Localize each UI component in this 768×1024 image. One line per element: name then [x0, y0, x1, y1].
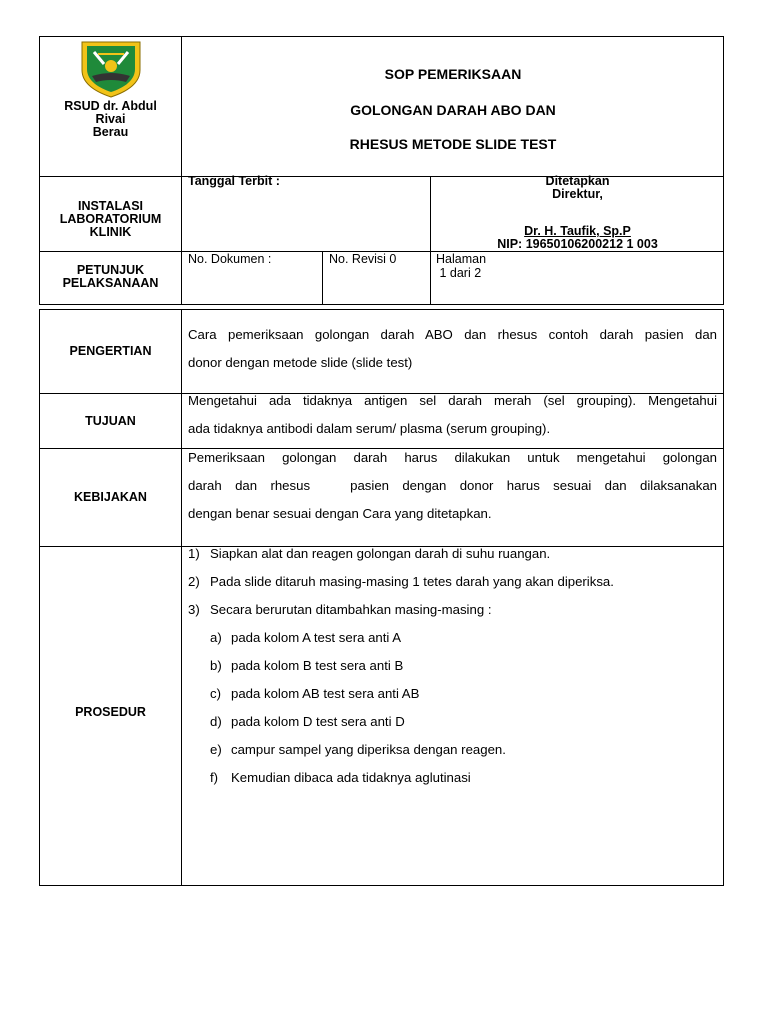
hospital-name-line-1: RSUD dr. Abdul — [64, 99, 157, 113]
step-text: Siapkan alat dan reagen golongan darah di suhu ruangan. — [210, 546, 551, 561]
director-name: Dr. H. Taufik, Sp.P — [524, 224, 631, 238]
substep-text: pada kolom A test sera anti A — [231, 630, 402, 645]
director-nip: NIP: 19650106200212 1 003 — [497, 237, 658, 251]
substep-text: campur sampel yang diperiksa dengan reagen. — [231, 742, 506, 757]
unit-label — [40, 200, 181, 239]
substep-text: pada kolom B test sera anti B — [231, 658, 404, 673]
unit-label-line-3: KLINIK — [89, 225, 132, 239]
section-text-kebijakan — [188, 444, 717, 528]
step-text: Pada slide ditaruh masing-masing 1 tetes darah yang akan diperiksa. — [210, 574, 614, 589]
hospital-name-line-3: Berau — [92, 125, 129, 139]
section-label-prosedur: PROSEDUR — [75, 704, 146, 719]
substep-letter: c) — [210, 686, 221, 701]
hospital-name-line-2: Rivai — [95, 112, 126, 126]
guide-label — [40, 264, 181, 290]
pengertian-line-1: Cara pemeriksaan golongan darah ABO dan rhesus contoh darah pasien dan — [188, 327, 717, 342]
unit-label-line-2: LABORATORIUM — [59, 212, 162, 226]
issue-date-label: Tanggal Terbit : — [188, 174, 280, 188]
page-value: 1 dari 2 — [436, 266, 482, 280]
substep-letter: d) — [210, 714, 222, 729]
title-line-1: SOP PEMERIKSAAN — [384, 66, 522, 82]
unit-label-line-1: INSTALASI — [77, 199, 144, 213]
substep-letter: f) — [210, 770, 219, 785]
pengertian-line-2: donor dengan metode slide (slide test) — [188, 355, 413, 370]
step-number: 3) — [188, 602, 200, 617]
substep-letter: e) — [210, 742, 222, 757]
kebijakan-line-1: Pemeriksaan golongan darah harus dilakukan untuk mengetahui golongan — [188, 450, 717, 465]
page-label: Halaman — [436, 252, 487, 266]
content-divider-vertical — [181, 309, 182, 886]
substep-letter: b) — [210, 658, 222, 673]
document-title — [182, 66, 724, 152]
substep-text: pada kolom AB test sera anti AB — [231, 686, 420, 701]
step-number: 1) — [188, 546, 200, 561]
coat-of-arms-emblem-icon — [76, 40, 146, 98]
substep-text: Kemudian dibaca ada tidaknya aglutinasi — [231, 770, 471, 785]
section-text-pengertian — [188, 321, 717, 377]
section-text-tujuan — [188, 387, 717, 443]
doc-number-label: No. Dokumen : — [188, 252, 272, 266]
header-divider-revision — [322, 251, 323, 305]
prosedur-steps — [188, 546, 718, 846]
section-label-pengertian: PENGERTIAN — [69, 344, 152, 358]
revision-label: No. Revisi 0 — [329, 252, 397, 266]
step-text: Secara berurutan ditambahkan masing-masing : — [210, 602, 492, 617]
guide-label-line-1: PETUNJUK — [76, 263, 145, 277]
title-line-3: RHESUS METODE SLIDE TEST — [349, 136, 557, 152]
kebijakan-line-3: dengan benar sesuai dengan Cara yang ditetapkan. — [188, 506, 492, 521]
section-label-tujuan: TUJUAN — [85, 413, 136, 428]
kebijakan-line-2: darah dan rhesus pasien dengan donor harus sesuai dan dilaksanakan — [188, 478, 717, 493]
approval-block — [431, 175, 724, 201]
substep-letter: a) — [210, 630, 222, 645]
page-info — [436, 252, 486, 280]
guide-label-line-2: PELAKSANAAN — [62, 276, 159, 290]
hospital-name — [40, 100, 181, 139]
substep-text: pada kolom D test sera anti D — [231, 714, 405, 729]
hospital-logo — [76, 40, 146, 98]
approval-line-2: Direktur, — [552, 187, 603, 201]
tujuan-line-1: Mengetahui ada tidaknya antigen sel darah merah (sel grouping). Mengetahui — [188, 393, 717, 408]
director-block — [431, 225, 724, 251]
approval-line-1: Ditetapkan — [545, 174, 610, 188]
tujuan-line-2: ada tidaknya antibodi dalam serum/ plasma (serum grouping). — [188, 421, 551, 436]
step-number: 2) — [188, 574, 200, 589]
section-label-kebijakan: KEBIJAKAN — [74, 490, 147, 504]
title-line-2: GOLONGAN DARAH ABO DAN — [350, 102, 556, 118]
